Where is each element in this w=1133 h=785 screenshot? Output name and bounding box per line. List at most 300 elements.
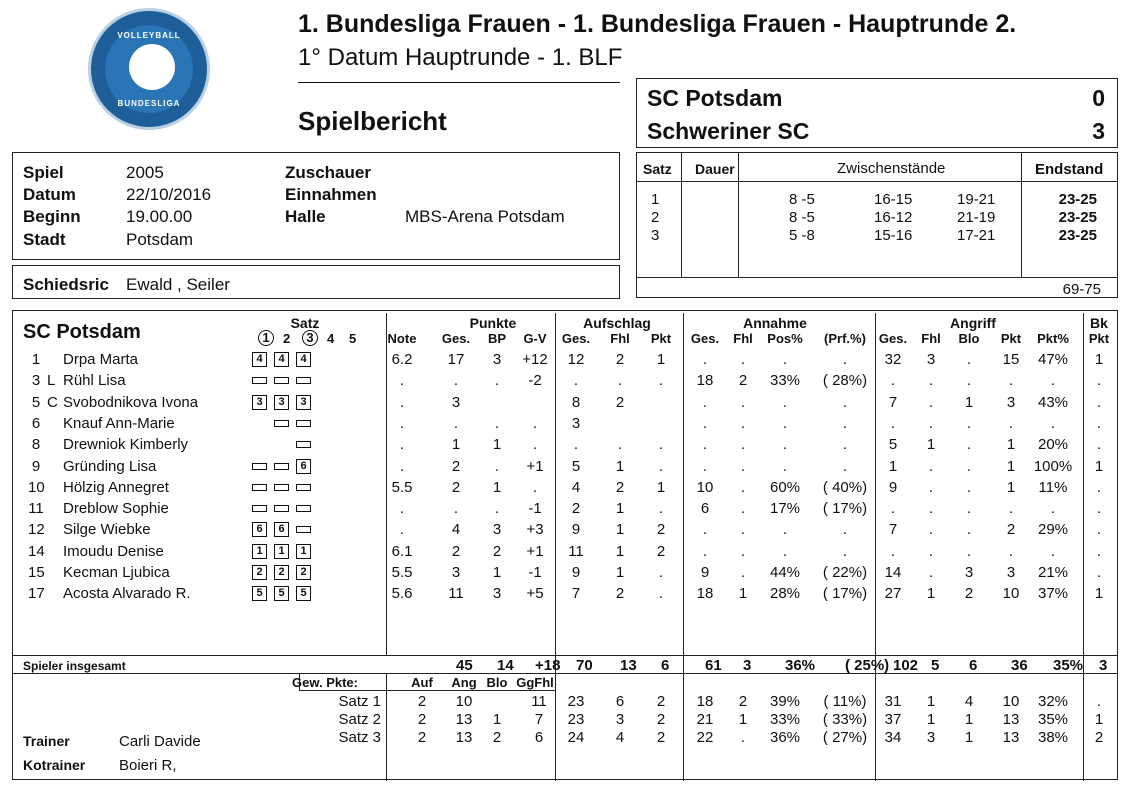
bench-indicator [296,441,311,448]
total-bk: 3 [1099,657,1108,674]
set-stat-n-ges: 21 [696,711,714,728]
header-satz-s5: 5 [349,331,357,346]
stat-a-ges: 4 [571,478,581,496]
player-name: Rühl Lisa [63,372,126,390]
set-stat-g-blo: 4 [964,693,974,710]
logo-text-bottom: BUNDESLIGA [117,99,181,108]
stat-a-fhl: 1 [615,457,625,475]
set-stat-auf: 2 [417,693,427,710]
stat-a-ges: 8 [571,393,581,411]
bench-indicator [274,420,289,427]
set-stat-a-pkt: 2 [656,729,666,746]
stat-p-gv: +1 [526,542,544,560]
stat-bk: . [1096,564,1102,581]
set-stat-g-pp: 35% [1037,711,1069,728]
stat-p-ges: . [453,500,459,518]
stat-g-pp: 37% [1037,585,1069,603]
total-p-bp: 14 [497,657,514,674]
stat-note: 5.5 [391,478,413,496]
stat-a-pkt: . [658,564,664,581]
stat-n-ges: . [702,414,708,432]
stat-g-fhl: 1 [926,436,936,454]
stat-g-pkt: 15 [1002,351,1020,368]
stat-a-fhl: . [617,436,623,454]
stat-a-fhl: 1 [615,500,625,518]
set-number: 2 [651,209,660,226]
stat-n-fhl: . [740,457,746,475]
set-final-score: 23-25 [1058,209,1097,226]
set-intermediate-score: 19-21 [957,191,996,208]
score-box [636,78,1118,148]
stat-p-gv: +1 [526,457,544,475]
sets-total-line [637,277,1117,278]
trainer-name: Carli Davide [119,733,201,750]
header-aufschlag-pkt: Pkt [650,331,672,346]
stadt-label: Stadt [23,230,66,249]
player-number: 15 [28,564,45,581]
total-a-fhl: 13 [620,657,637,674]
stat-n-pos: . [782,414,788,432]
player-number: 5 [31,393,41,411]
stat-n-ges: . [702,351,708,368]
player-name: Drpa Marta [63,351,139,368]
stat-g-pkt: 10 [1002,585,1020,603]
stat-n-ges: 10 [696,478,714,496]
header-satz-s2: 2 [283,331,291,346]
stat-n-ges: . [702,393,708,411]
start-position-chip: 5 [274,586,289,601]
stat-p-ges: 2 [451,542,461,560]
header-aufschlag-fhl: Fhl [610,331,630,346]
stat-p-gv: . [532,478,538,496]
total-g-blo: 6 [969,657,978,674]
set-stat-g-pkt: 13 [1002,729,1020,746]
player-role: L [47,372,56,390]
set-stat-n-ges: 18 [696,693,714,710]
stat-p-bp: 1 [492,478,502,496]
player-role: C [47,393,58,411]
total-g-pkt: 36 [1011,657,1028,674]
set-stat-n-pos: 36% [769,729,801,746]
stat-g-blo: . [966,521,972,539]
player-number: 8 [31,436,41,454]
stat-g-ges: 7 [888,521,898,539]
stat-g-blo: . [966,457,972,475]
divider [299,690,555,691]
stat-n-prf: . [842,351,848,368]
stat-g-fhl: . [928,521,934,539]
stat-p-bp: 3 [492,585,502,603]
bench-indicator [296,420,311,427]
bench-indicator [296,505,311,512]
home-team: SC Potsdam [647,85,783,111]
start-position-chip: 1 [296,544,311,559]
stat-g-ges: . [890,372,896,390]
player-number: 10 [28,478,45,496]
stat-g-pkt: . [1008,542,1014,560]
stat-note: . [399,414,405,432]
header-punkte: Punkte [469,315,517,331]
stat-a-fhl: 2 [615,393,625,411]
totals-label: Spieler insgesamt [23,659,126,673]
stat-p-gv: -1 [528,564,542,581]
stat-g-pp: . [1050,542,1056,560]
start-position-chip: 4 [252,352,267,367]
set-intermediate-score: 21-19 [957,209,996,226]
header-aufschlag: Aufschlag [583,315,651,331]
set-stat-g-pp: 38% [1037,729,1069,746]
stat-a-ges: 3 [571,414,581,432]
stat-g-pp: 29% [1037,521,1069,539]
stat-n-ges: . [702,457,708,475]
stat-a-pkt: . [658,500,664,518]
bench-indicator [296,484,311,491]
stat-g-fhl: . [928,457,934,475]
set-stat-bk: . [1096,693,1102,710]
stat-g-pp: 47% [1037,351,1069,368]
set-stat-n-prf: ( 33%) [822,711,868,728]
start-position-chip: 2 [274,565,289,580]
stat-n-fhl: . [740,414,746,432]
stat-bk: 1 [1094,351,1104,368]
set-stat-ang: 13 [455,729,473,746]
bench-indicator [274,463,289,470]
header-satz: Satz [290,315,320,331]
stat-n-prf: ( 22%) [822,564,868,581]
stat-g-pkt: . [1008,414,1014,432]
kotrainer-label: Kotrainer [23,757,86,773]
player-name: Gründing Lisa [63,457,157,475]
stat-a-fhl: . [617,372,623,390]
stat-n-prf: ( 17%) [822,500,868,518]
set-stat-a-fhl: 6 [615,693,625,710]
stat-p-gv: . [532,414,538,432]
stat-g-ges: 9 [888,478,898,496]
header-satz-s1: 1 [258,330,274,346]
kotrainer-name: Boieri R, [119,757,177,774]
stat-n-ges: . [702,542,708,560]
stat-bk: . [1096,393,1102,411]
stat-n-pos: . [782,521,788,539]
header-prf: (Prf.%) [824,331,866,346]
stat-g-fhl: . [928,564,934,581]
stat-p-ges: 17 [447,351,465,368]
set-stat-n-prf: ( 27%) [822,729,868,746]
stat-a-pkt: 1 [656,478,666,496]
sets-col-line [738,153,739,277]
stat-g-pkt: . [1008,372,1014,390]
stat-g-ges: 14 [884,564,902,581]
away-sets: 3 [1092,118,1105,144]
stat-g-fhl: 3 [926,351,936,368]
stat-note: . [399,521,405,539]
stat-g-pp: . [1050,372,1056,390]
beginn-label: Beginn [23,207,81,226]
total-p-gv: +18 [535,657,561,674]
stat-p-gv: -2 [528,372,542,390]
set-stat-g-blo: 1 [964,711,974,728]
beginn-value: 19.00.00 [126,207,193,226]
total-n-fhl: 3 [743,657,752,674]
stat-n-fhl: 2 [738,372,748,390]
set-stat-auf: 2 [417,729,427,746]
player-number: 11 [28,500,44,518]
logo-text-top: VOLLEYBALL [117,31,181,40]
start-position-chip: 6 [296,459,311,474]
referee-box [12,265,620,299]
bench-indicator [274,484,289,491]
stat-bk: . [1096,478,1102,496]
stat-note: . [399,457,405,475]
set-intermediate-score: 16-15 [874,191,913,208]
stat-bk: . [1096,436,1102,454]
stat-p-gv: . [532,436,538,454]
header-angriff: Angriff [950,315,996,331]
stat-a-ges: . [573,372,579,390]
stat-a-fhl: 2 [615,478,625,496]
stat-g-pp: . [1050,500,1056,518]
player-name: Imoudu Denise [63,542,164,560]
stat-note: . [399,500,405,518]
stat-p-ges: . [453,372,459,390]
stat-n-ges: 6 [700,500,710,518]
sets-header-line [637,181,1117,182]
stat-g-pkt: 2 [1006,521,1016,539]
set-stat-n-pos: 39% [769,693,801,710]
stat-n-prf: . [842,436,848,454]
stat-p-gv: +5 [526,585,544,603]
player-number: 9 [31,457,41,475]
total-n-prf: ( 25%) [845,657,890,674]
player-number: 17 [28,585,45,603]
page-subtitle: 1° Datum Hauptrunde - 1. BLF [298,44,623,71]
set-stat-bk: 2 [1094,729,1104,746]
volleyball-icon [129,44,175,90]
stat-g-pkt: 1 [1006,478,1016,496]
header-angriff-pkt: Pkt [1000,331,1022,346]
stat-g-ges: 5 [888,436,898,454]
stat-a-ges: . [573,436,579,454]
total-n-pos: 36% [785,657,816,674]
stat-g-fhl: 1 [926,585,936,603]
set-final-score: 23-25 [1058,191,1097,208]
stat-g-pp: 21% [1037,564,1069,581]
set-intermediate-score: 8 -5 [789,191,815,208]
player-name: Knauf Ann-Marie [63,414,175,432]
stat-p-bp: 2 [492,542,502,560]
set-intermediate-score: 15-16 [874,227,913,244]
set-stat-n-prf: ( 11%) [823,693,867,710]
stat-n-prf: . [842,542,848,560]
start-position-chip: 2 [296,565,311,580]
stat-n-pos: . [782,351,788,368]
set-stat-g-fhl: 3 [926,729,936,746]
set-results-box [636,152,1118,298]
bench-indicator [274,505,289,512]
start-position-chip: 1 [252,544,267,559]
stat-g-ges: . [890,414,896,432]
set-stat-g-pkt: 10 [1002,693,1020,710]
set-number: 1 [651,191,660,208]
stat-bk: 1 [1094,585,1104,603]
stat-a-ges: 5 [571,457,581,475]
stat-a-fhl: 2 [615,351,625,368]
stat-p-ges: 2 [451,478,461,496]
divider [13,673,1117,674]
stat-g-blo: 2 [964,585,974,603]
stat-n-prf: ( 17%) [822,585,868,603]
stat-p-ges: . [453,414,459,432]
stat-n-pos: . [782,393,788,411]
total-a-pkt: 6 [661,657,670,674]
stat-p-ges: 2 [451,457,461,475]
stat-g-pp: 20% [1037,436,1069,454]
total-p-ges: 45 [456,657,473,674]
header-annahme-ges: Ges. [690,331,720,346]
set-stat-ang: 13 [455,711,473,728]
halle-value: MBS-Arena Potsdam [405,207,565,226]
sets-total: 69-75 [1062,281,1101,298]
stat-a-fhl: 1 [615,521,625,539]
stat-g-blo: 1 [964,393,974,411]
stats-team-name: SC Potsdam [23,321,141,343]
stat-n-fhl: 1 [738,585,748,603]
sets-header-satz: Satz [643,161,672,177]
player-number: 12 [28,521,45,539]
stat-g-fhl: . [928,500,934,518]
total-g-fhl: 5 [931,657,940,674]
stat-g-blo: . [966,436,972,454]
stat-g-blo: . [966,351,972,368]
sets-header-zwischen: Zwischenstände [837,160,946,177]
stat-n-pos: 17% [769,500,801,518]
gew-ang-header: Ang [451,675,477,690]
page-title: 1. Bundesliga Frauen - 1. Bundesliga Frauen - Hauptrunde 2. [298,10,1017,38]
stat-a-ges: 11 [568,542,584,560]
stat-g-blo: . [966,372,972,390]
set-final-score: 23-25 [1058,227,1097,244]
player-name: Kecman Ljubica [63,564,170,581]
trainer-label: Trainer [23,733,70,749]
stat-g-fhl: . [928,542,934,560]
gew-ggfhl-header: GgFhl [516,675,554,690]
stat-a-ges: 9 [571,564,581,581]
stat-p-bp: 3 [492,521,502,539]
datum-value: 22/10/2016 [126,185,212,204]
stat-n-ges: . [702,521,708,539]
set-stat-a-ges: 23 [567,693,585,710]
stat-g-fhl: . [928,393,934,411]
stat-g-pkt: 3 [1006,564,1016,581]
stat-g-fhl: . [928,478,934,496]
start-position-chip: 6 [252,522,267,537]
stat-g-fhl: . [928,372,934,390]
stat-a-ges: 12 [567,351,585,368]
away-team: Schweriner SC [647,118,810,144]
start-position-chip: 3 [296,395,311,410]
set-intermediate-score: 16-12 [874,209,913,226]
stat-p-gv: +3 [526,521,544,539]
stat-g-pkt: 1 [1006,457,1016,475]
player-number: 1 [31,351,41,368]
set-stat-g-blo: 1 [964,729,974,746]
stat-p-ges: 3 [451,393,461,411]
stat-n-fhl: . [740,393,746,411]
player-name: Acosta Alvarado R. [63,585,191,603]
set-stat-bk: 1 [1094,711,1104,728]
referee-names: Ewald , Seiler [126,275,230,294]
bench-indicator [252,484,267,491]
player-number: 14 [28,542,45,560]
total-a-ges: 70 [576,657,593,674]
bench-indicator [296,526,311,533]
set-row-label: Satz 2 [338,711,381,728]
stat-n-fhl: . [740,478,746,496]
stat-n-ges: 18 [696,372,714,390]
home-sets: 0 [1092,85,1105,111]
stat-n-fhl: . [740,521,746,539]
set-stat-g-ges: 31 [884,693,902,710]
set-stat-a-pkt: 2 [656,711,666,728]
stat-bk: . [1096,372,1102,390]
stat-g-blo: . [966,478,972,496]
stat-a-fhl: 1 [615,542,625,560]
bench-indicator [296,377,311,384]
stat-a-pkt: 1 [656,351,666,368]
stat-n-prf: . [842,414,848,432]
stat-g-blo: . [966,500,972,518]
stat-g-ges: 27 [884,585,902,603]
start-position-chip: 4 [296,352,311,367]
gew-blo-header: Blo [486,675,508,690]
start-position-chip: 6 [274,522,289,537]
stat-n-pos: . [782,542,788,560]
set-number: 3 [651,227,660,244]
stat-p-ges: 3 [451,564,461,581]
stat-a-ges: 9 [571,521,581,539]
stat-a-fhl: 2 [615,585,625,603]
header-bk-pkt: Pkt [1088,331,1110,346]
set-intermediate-score: 8 -5 [789,209,815,226]
divider [13,655,1117,656]
volleyball-bundesliga-logo [88,8,210,130]
gew-auf-header: Auf [411,675,433,690]
header-bk: Bk [1090,315,1108,331]
stat-n-ges: 9 [700,564,710,581]
player-number: 6 [31,414,41,432]
stat-n-fhl: . [740,500,746,518]
header-angriff-fhl: Fhl [921,331,941,346]
stat-n-prf: . [842,393,848,411]
stat-a-pkt: . [658,436,664,454]
bench-indicator [252,505,267,512]
player-number: 3 [31,372,41,390]
set-intermediate-score: 17-21 [957,227,996,244]
header-punkte-ges: Ges. [441,331,471,346]
set-stat-n-ges: 22 [696,729,714,746]
spiel-label: Spiel [23,163,64,182]
sets-header-end: Endstand [1035,161,1104,178]
stat-p-bp: . [494,372,500,390]
start-position-chip: 5 [252,586,267,601]
header-note: Note [387,331,417,346]
header-bp: BP [487,331,507,346]
player-name: Dreblow Sophie [63,500,169,518]
start-position-chip: 1 [274,544,289,559]
stat-p-gv: +12 [522,351,548,368]
set-stat-ang: 10 [455,693,473,710]
stat-g-blo: 3 [964,564,974,581]
